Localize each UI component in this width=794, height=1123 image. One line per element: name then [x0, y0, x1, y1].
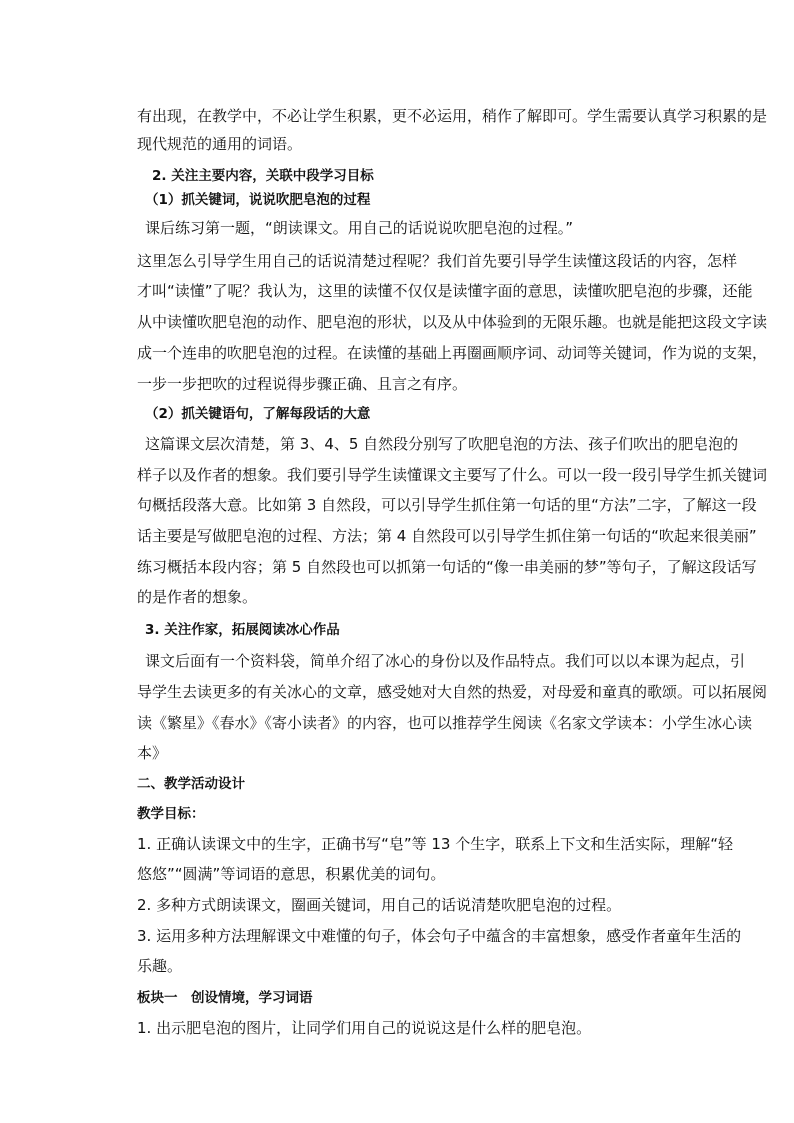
- paragraph-line: 课后练习第一题，“朗读课文。用自己的话说说吹肥皂泡的过程。”: [145, 219, 574, 237]
- paragraph-line: 悠悠”“圆满”等词语的意思，积累优美的词句。: [137, 865, 446, 883]
- objective-item: 2. 多种方式朗读课文，圈画关键词，用自己的话说清楚吹肥皂泡的过程。: [137, 896, 622, 914]
- paragraph-line: 这篇课文层次清楚，第 3、4、5 自然段分别写了吹肥皂泡的方法、孩子们吹出的肥皂泡的: [145, 435, 739, 453]
- paragraph-line: 这里怎么引导学生用自己的话说清楚过程呢？我们首先要引导学生读懂这段话的内容，怎样: [137, 252, 738, 270]
- paragraph-line: 一步一步把吹的过程说得步骤正确、且言之有序。: [137, 375, 468, 393]
- paragraph-line: 练习概括本段内容；第 5 自然段也可以抓第一句话的“像一串美丽的梦”等句子，了解这段话写: [137, 558, 757, 576]
- paragraph-line: 句概括段落大意。比如第 3 自然段，可以引导学生抓住第一句话的里“方法”二字，了解这一段: [137, 496, 757, 514]
- subsection-heading: （2）抓关键语句，了解每段话的大意: [145, 406, 371, 422]
- paragraph-line: 话主要是写做肥皂泡的过程、方法；第 4 自然段可以引导学生抓住第一句话的“吹起来很美丽”: [137, 527, 757, 545]
- section-heading: 2. 关注主要内容，关联中段学习目标: [152, 168, 374, 184]
- objectives-heading: 教学目标：: [137, 806, 205, 822]
- activity-item: 1. 出示肥皂泡的图片，让同学们用自己的说说这是什么样的肥皂泡。: [137, 1019, 592, 1037]
- paragraph-line: 样子以及作者的想象。我们要引导学生读懂课文主要写了什么。可以一段一段引导学生抓关键词: [137, 466, 768, 484]
- paragraph-line: 现代规范的通用的词语。: [137, 135, 303, 153]
- chapter-heading: 二、教学活动设计: [137, 776, 245, 792]
- objective-item: 3. 运用多种方法理解课文中难懂的句子，体会句子中蕴含的丰富想象，感受作者童年生活的: [137, 927, 742, 945]
- paragraph-line: 从中读懂吹肥皂泡的动作、肥皂泡的形状，以及从中体验到的无限乐趣。也就是能把这段文字读: [137, 313, 768, 331]
- paragraph-line: 本》: [137, 744, 168, 762]
- paragraph-line: 读《繁星》《春水》《寄小读者》的内容，也可以推荐学生阅读《名家文学读本：小学生冰心读: [137, 714, 753, 732]
- block-heading: 板块一 创设情境，学习词语: [137, 990, 313, 1006]
- objective-item: 1. 正确认读课文中的生字，正确书写“皂”等 13 个生字，联系上下文和生活实际，理解“轻: [137, 835, 734, 853]
- paragraph-line: 成一个连串的吹肥皂泡的过程。在读懂的基础上再圈画顺序词、动词等关键词，作为说的支架，: [137, 344, 768, 362]
- paragraph-line: 才叫“读懂”了呢？我认为，这里的读懂不仅仅是读懂字面的意思，读懂吹肥皂泡的步骤，还能: [137, 282, 753, 300]
- paragraph-line: 课文后面有一个资料袋，简单介绍了冰心的身份以及作品特点。我们可以以本课为起点，引: [145, 652, 746, 670]
- paragraph-line: 乐趣。: [137, 957, 183, 975]
- paragraph-line: 的是作者的想象。: [137, 588, 258, 606]
- paragraph-line: 导学生去读更多的有关冰心的文章，感受她对大自然的热爱，对母爱和童真的歌颂。可以拓展阅: [137, 683, 768, 701]
- subsection-heading: （1）抓关键词，说说吹肥皂泡的过程: [145, 192, 371, 208]
- paragraph-line: 有出现，在教学中，不必让学生积累，更不必运用，稍作了解即可。学生需要认真学习积累的是: [137, 107, 768, 125]
- section-heading: 3. 关注作家，拓展阅读冰心作品: [145, 622, 340, 638]
